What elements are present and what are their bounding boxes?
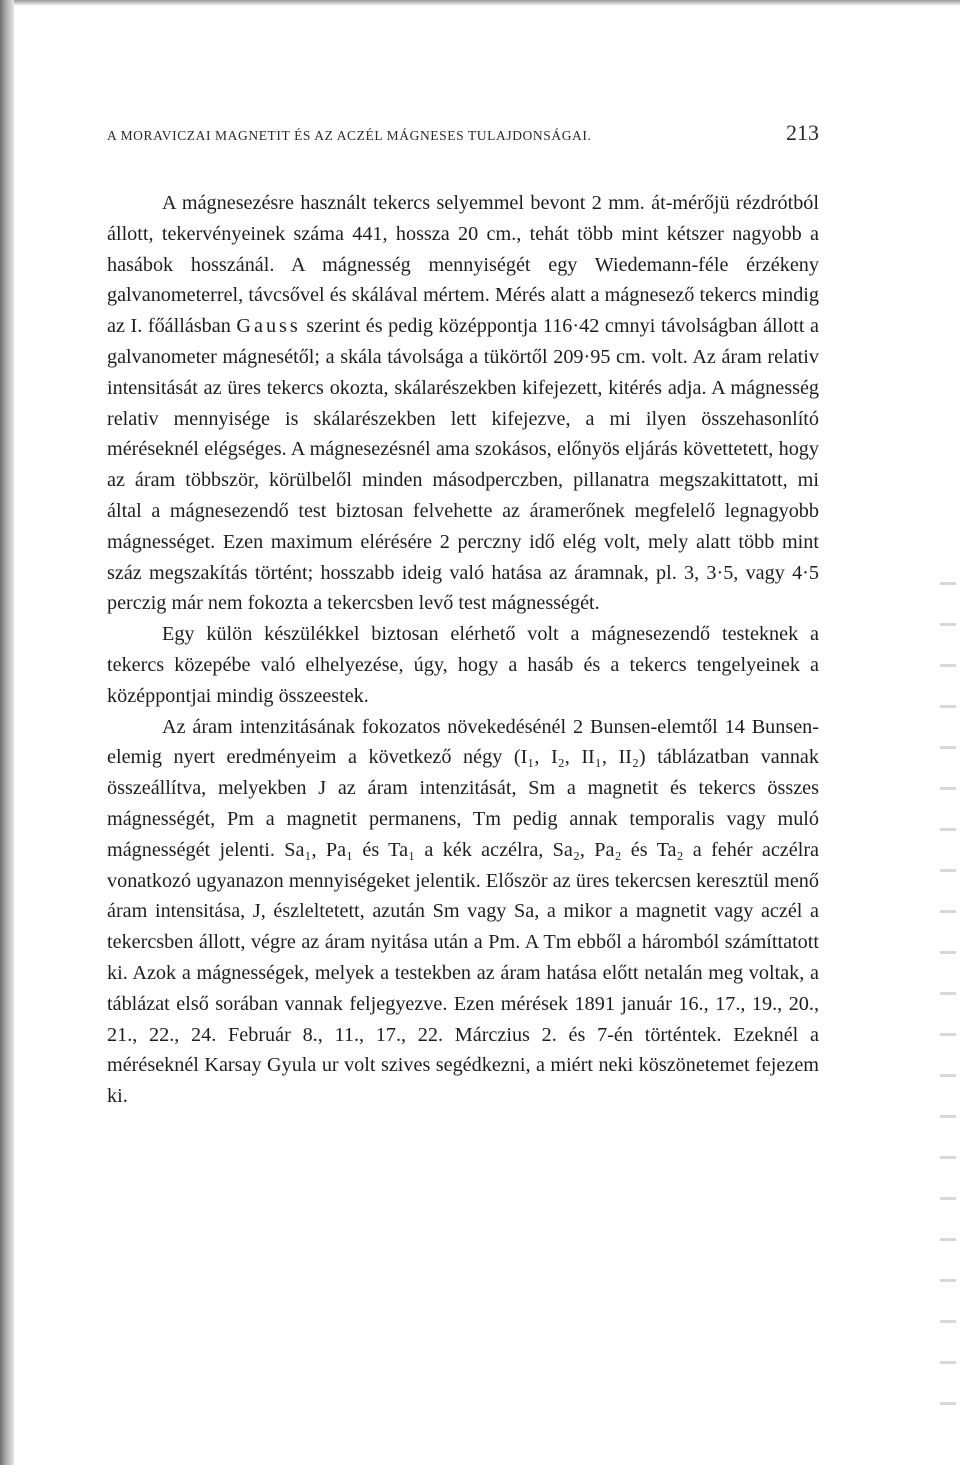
running-title: A MORAVICZAI MAGNETIT ÉS AZ ACZÉL MÁGNESES TULAJDONSÁGAI.	[107, 128, 592, 143]
scan-shadow-left	[0, 0, 14, 1465]
author-name-gauss: Gauss	[236, 315, 301, 338]
running-head	[107, 120, 819, 150]
page	[107, 120, 819, 1112]
page-edge-marks	[940, 560, 956, 1440]
paragraph-1	[107, 188, 819, 619]
scan-shadow-top	[14, 0, 960, 6]
body-text	[107, 188, 819, 1112]
paragraph-1-before: A mágnesezésre használt tekercs selyemmel bevont 2 mm. át-mérőjü rézdrótból állott, tekervényeinek száma 441, hossza 20 cm., tehát több mint kétszer nagyobb a hasábok hosszánál. A mágnesség mennyiségét egy Wiedemann-féle érzékeny galvanometerrel, távcsővel és skálával mértem. Mérés alatt a mágnesező tekercs mindig az I. főállásban	[107, 192, 819, 338]
paragraph-3: Az áram intenzitásának fokozatos növekedésénél 2 Bunsen-elemtől 14 Bunsen-elemig nyert eredményeim a következő négy (I₁, I₂, II₁, II₂) táblázatban vannak összeállítva, melyekben J az áram intenzitását, Sm a magnetit és tekercs összes mágnességét, Pm a magnetit permanens, Tm pedig annak temporalis vagy muló mágnességét jelenti. Sa₁, Pa₁ és Ta₁ a kék aczélra, Sa₂, Pa₂ és Ta₂ a fehér aczélra vonatkozó ugyanazon mennyiségeket jelentik. Először az üres tekercsen keresztül menő áram intensitása, J, észleltetett, azután Sm vagy Sa, a mikor a magnetit vagy aczél a tekercsben állott, végre az áram nyitása után a Pm. A Tm ebből a háromból számíttatott ki. Azok a mágnességek, melyek a testekben az áram hatása előtt netalán meg voltak, a táblázat első sorában vannak feljegyezve. Ezen mérések 1891 január 16., 17., 19., 20., 21., 22., 24. Február 8., 11., 17., 22. Márczius 2. és 7-én történtek. Ezeknél a méréseknél Karsay Gyula ur volt szives segédkezni, a miért neki köszönetemet fejezem ki.	[107, 715, 819, 1108]
paragraph-2: Egy külön készülékkel biztosan elérhető volt a mágnesezendő testeknek a tekercs közepébe való elhelyezése, úgy, hogy a hasáb és a tekercs tengelyeinek a középpontjai mindig összeestek.	[107, 623, 819, 707]
paragraph-1-after: szerint és pedig középpontja 116·42 cmnyi távolságban állott a galvanometer mágnesétől; a skála távolsága a tükörtől 209·95 cm. volt. Az áram relativ intensitását az üres tekercs okozta, skálarészekben kifejezett, kitérés adja. A mágnesség relativ mennyisége is skálarészekben lett kifejezve, a mi ilyen összehasonlító méréseknél elégséges. A mágnesezésnél ama szokásos, előnyös eljárás követtetett, hogy az áram többször, körülbelől minden másodperczben, pillanatra megszakittatott, mi által a mágnesezendő test biztosan felvehette az áramerőnek megfelelő legnagyobb mágnességet. Ezen maximum elérésére 2 perczny idő elég volt, mely alatt több mint száz megszakítás történt; hosszabb ideig való hatása az áramnak, pl. 3, 3·5, vagy 4·5 perczig már nem fokozta a tekercsben levő test mágnességét.	[107, 315, 819, 615]
page-number: 213	[786, 120, 819, 145]
